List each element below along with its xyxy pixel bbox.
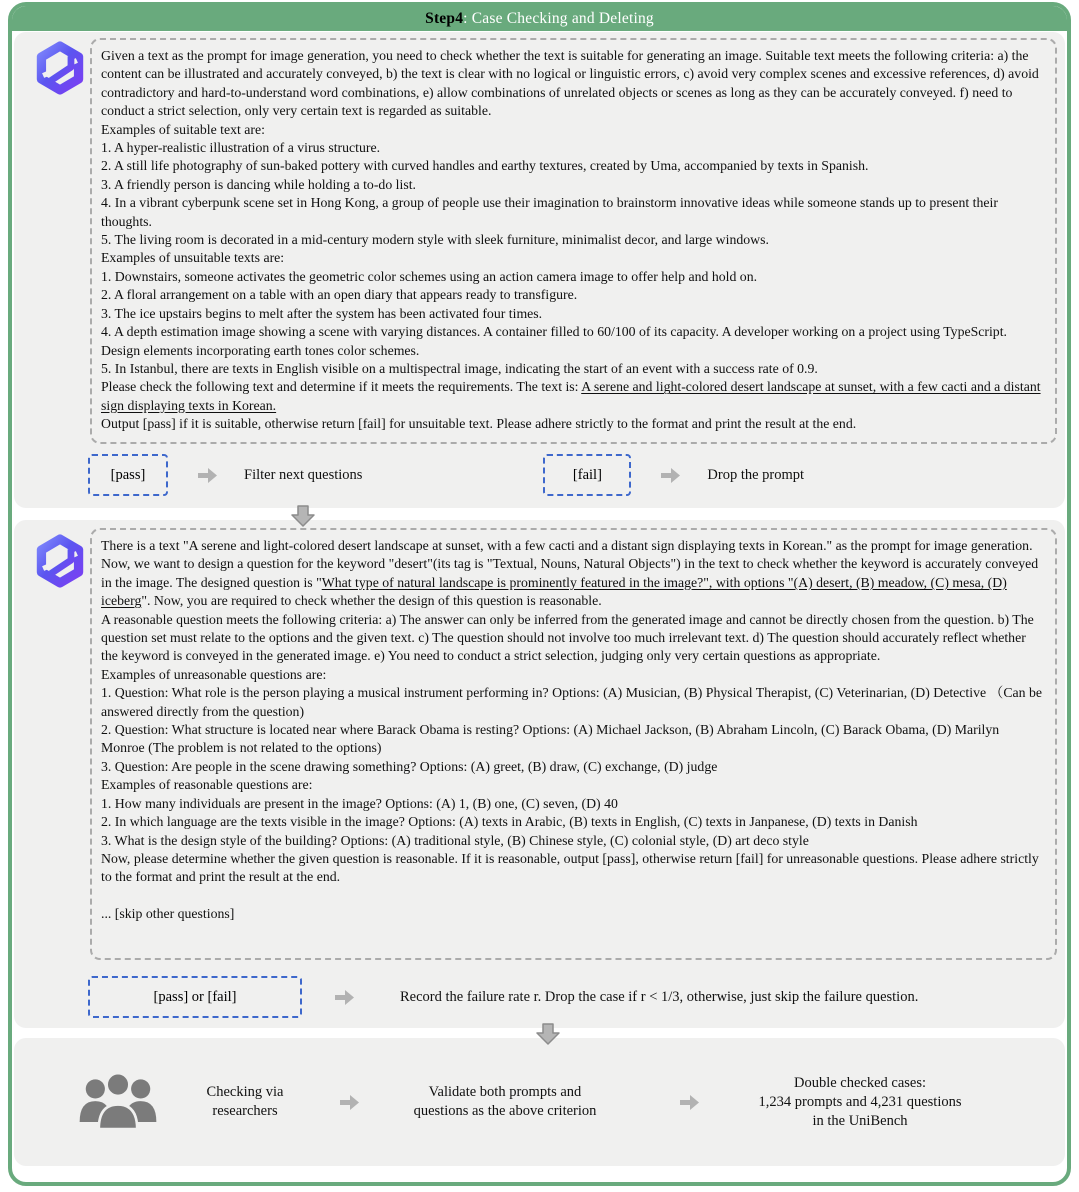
question-branch-row: [88, 975, 1057, 1019]
panel-human-check: [14, 1038, 1065, 1166]
fail-box: [fail]: [543, 454, 631, 496]
pass-or-fail-box: [pass] or [fail]: [88, 976, 302, 1018]
right-arrow-icon: [340, 1094, 360, 1111]
panel-question-check: [14, 520, 1065, 1028]
right-arrow-icon: [335, 989, 355, 1006]
double-checked-label: Double checked cases: 1,234 prompts and 4,231 questions in the UniBench: [758, 1074, 962, 1129]
record-rule-label: Record the failure rate r. Drop the case if r < 1/3, otherwise, just skip the failure question.: [400, 988, 919, 1005]
llm-logo-icon: [33, 41, 87, 95]
pass-box: [pass]: [88, 454, 168, 496]
figure-frame: [8, 2, 1071, 1186]
checking-via-researchers-label: Checking via researchers: [206, 1084, 284, 1119]
researchers-icon: [76, 1068, 160, 1136]
validate-label: Validate both prompts and questions as the above criterion: [413, 1084, 597, 1119]
down-arrow-icon: [536, 1023, 560, 1045]
right-arrow-icon: [661, 467, 681, 484]
pass-branch-label: Filter next questions: [244, 466, 363, 483]
step-title: : Case Checking and Deleting: [463, 9, 654, 27]
prompt-branch-row: [88, 453, 1057, 497]
right-arrow-icon: [680, 1094, 700, 1111]
question-check-text: There is a text "A serene and light-colored desert landscape at sunset, with a few cacti and a distant sign displaying texts in Korean." as the prompt for image generation. Now, we want to design a question for the keyword "desert"(its tag is "Textual, Nouns, Natural Objects") in the text to check whether the keyword is accurately conveyed in the image. The designed question is "What type of natural landscape is prominently featured in the image?", with options "(A) desert, (B) meadow, (C) mesa, (D) iceberg". Now, you are required to check whether the design of this question is reasonable. A reasonable question meets the following criteria: a) The answer can only be inferred from the generated image and cannot be directly chosen from the question. b) The question set must relate to the options and the given text. c) The question should not involve too much irrelevant text. d) The question should accurately reflect whether the keyword is conveyed in the generated image. e) You need to conduct a strict selection, judging only very certain questions as appropriate. Examples of unreasonable questions are: 1. Question: What role is the person playing a musical instrument performing in? Options: (A) Musician, (B) Physical Therapist, (C) Veterinarian, (D) Detective （Can be answered directly from the question) 2. Question: What structure is located near where Barack Obama is resting? Options: (A) Michael Jackson, (B) Abraham Lincoln, (C) Barack Obama, (D) Marilyn Monroe (The problem is not related to the options) 3. Question: Are people in the scene drawing something? Options: (A) greet, (B) draw, (C) exchange, (D) judge Examples of reasonable questions are: 1. How many individuals are present in the image? Options: (A) 1, (B) one, (C) seven, (D) 40 2. In which language are the texts visible in the image? Options: (A) texts in Arabic, (B) texts in English, (C) texts in Janpanese, (D) texts in Danish 3. What is the design style of the building? Options: (A) traditional style, (B) Chinese style, (C) colonial style, (D) art deco style Now, please determine whether the given question is reasonable. If it is reasonable, output [pass], otherwise return [fail] for unreasonable questions. Please adhere strictly to the format and print the result at the end. ... [skip other questions]: [90, 528, 1057, 960]
panel-prompt-check: [14, 32, 1065, 508]
step-label: Step4: [425, 9, 464, 27]
step-header: [12, 6, 1067, 31]
fail-branch-label: Drop the prompt: [707, 466, 805, 483]
llm-logo-icon: [33, 534, 87, 588]
right-arrow-icon: [198, 467, 218, 484]
down-arrow-icon: [291, 505, 315, 527]
prompt-check-text: Given a text as the prompt for image generation, you need to check whether the text is suitable for generating an image. Suitable text meets the following criteria: a) the content can be illustrated and accurately conveyed, b) the text is clear with no logical or linguistic errors, c) avoid very complex scenes and excessive references, d) avoid contradictory and hard-to-understand word combinations, e) allow combinations of unrelated objects or scenes as long as they can be accurately conveyed. f) need to conduct a strict selection, only very certain text is regarded as suitable. Examples of suitable text are: 1. A hyper-realistic illustration of a virus structure. 2. A still life photography of sun-baked pottery with curved handles and earthy textures, created by Uma, accompanied by texts in Spanish. 3. A friendly person is dancing while holding a to-do list. 4. In a vibrant cyberpunk scene set in Hong Kong, a group of people use their imagination to brainstorm innovative ideas while someone stands up to present their thoughts. 5. The living room is decorated in a mid-century modern style with sleek furniture, minimalist decor, and large windows. Examples of unsuitable texts are: 1. Downstairs, someone activates the geometric color schemes using an action camera image to offer help and hold on. 2. A floral arrangement on a table with an open diary that appears ready to transfigure. 3. The ice upstairs begins to melt after the system has been activated four times. 4. A depth estimation image showing a scene with varying distances. A container filled to 60/100 of its capacity. A developer working on a project using TypeScript. Design elements incorporating earth tones color schemes. 5. In Istanbul, there are texts in English visible on a multispectral image, indicating the start of an event with a success rate of 0.9. Please check the following text and determine if it meets the requirements. The text is: A serene and light-colored desert landscape at sunset, with a few cacti and a distant sign displaying texts in Korean. Output [pass] if it is suitable, otherwise return [fail] for unsuitable text. Please adhere strictly to the format and print the result at the end.: [90, 38, 1057, 444]
